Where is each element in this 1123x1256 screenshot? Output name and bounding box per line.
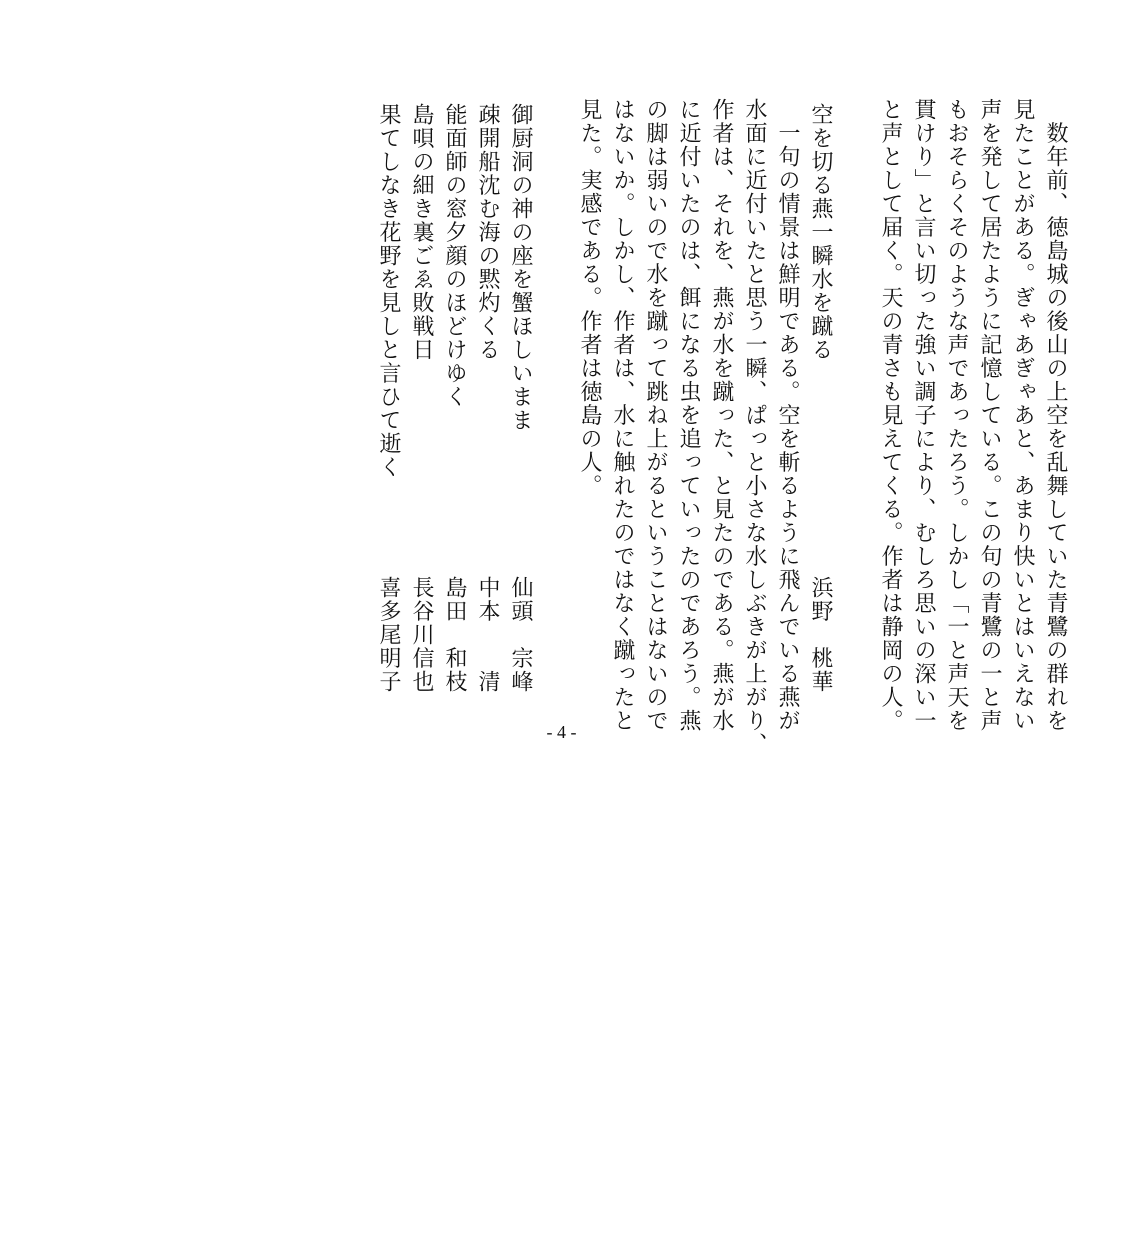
haiku-author: 島田 和枝 (442, 576, 467, 694)
haiku-author: 中本 清 (475, 576, 500, 694)
featured-haiku-text: 空を切る燕一瞬水を蹴る (808, 103, 833, 362)
paragraph2-line: に近付いたのは、餌になる虫を追っていったのであろう。燕 (676, 98, 701, 733)
haiku-text: 疎開船沈む海の黙灼くる (475, 103, 500, 362)
paragraph1-line: 数年前、徳島城の後山の上空を乱舞していた青鷺の群れを (1043, 98, 1068, 733)
paragraph1-line: 貫けり」と言い切った強い調子により、むしろ思いの深い一 (911, 98, 936, 733)
paragraph1-line: 見たことがある。ぎゃあぎゃあと、あまり快いとはいえない (1010, 98, 1035, 733)
haiku-text: 御厨洞の神の座を蟹ほしいまま (508, 103, 533, 432)
haiku-text: 能面師の窓夕顔のほどけゆく (442, 103, 467, 409)
haiku-author: 喜多尾明子 (376, 576, 401, 694)
paragraph2-line: 作者は、それを、燕が水を蹴った、と見たのである。燕が水 (709, 98, 734, 733)
paragraph1-line: もおそらくそのような声であったろう。しかし「一と声天を (944, 98, 969, 733)
featured-haiku-author: 浜野 桃華 (808, 576, 833, 694)
haiku-author: 仙頭 宗峰 (508, 576, 533, 694)
page-number: - 4 - (546, 722, 577, 742)
haiku-author: 長谷川信也 (409, 576, 434, 694)
paragraph2-line: 水面に近付いたと思う一瞬、ぱっと小さな水しぶきが上がり、 (742, 98, 767, 756)
paragraph2-line: の脚は弱いので水を蹴って跳ね上がるということはないので (643, 98, 668, 733)
paragraph1-line: と声として届く。天の青さも見えてくる。作者は静岡の人。 (878, 98, 903, 733)
haiku-text: 島唄の細き裏ごゑ敗戦日 (409, 103, 434, 362)
paragraph2-line: はないか。しかし、作者は、水に触れたのではなく蹴ったと (610, 98, 635, 733)
haiku-text: 果てしなき花野を見しと言ひて逝く (376, 103, 401, 479)
paragraph1-line: 声を発して居たように記憶している。この句の青鷺の一と声 (977, 98, 1002, 733)
paragraph2-line: 見た。実感である。作者は徳島の人。 (577, 98, 602, 498)
paragraph2-line: 一句の情景は鮮明である。空を斬るように飛んでいる燕が (775, 98, 800, 733)
